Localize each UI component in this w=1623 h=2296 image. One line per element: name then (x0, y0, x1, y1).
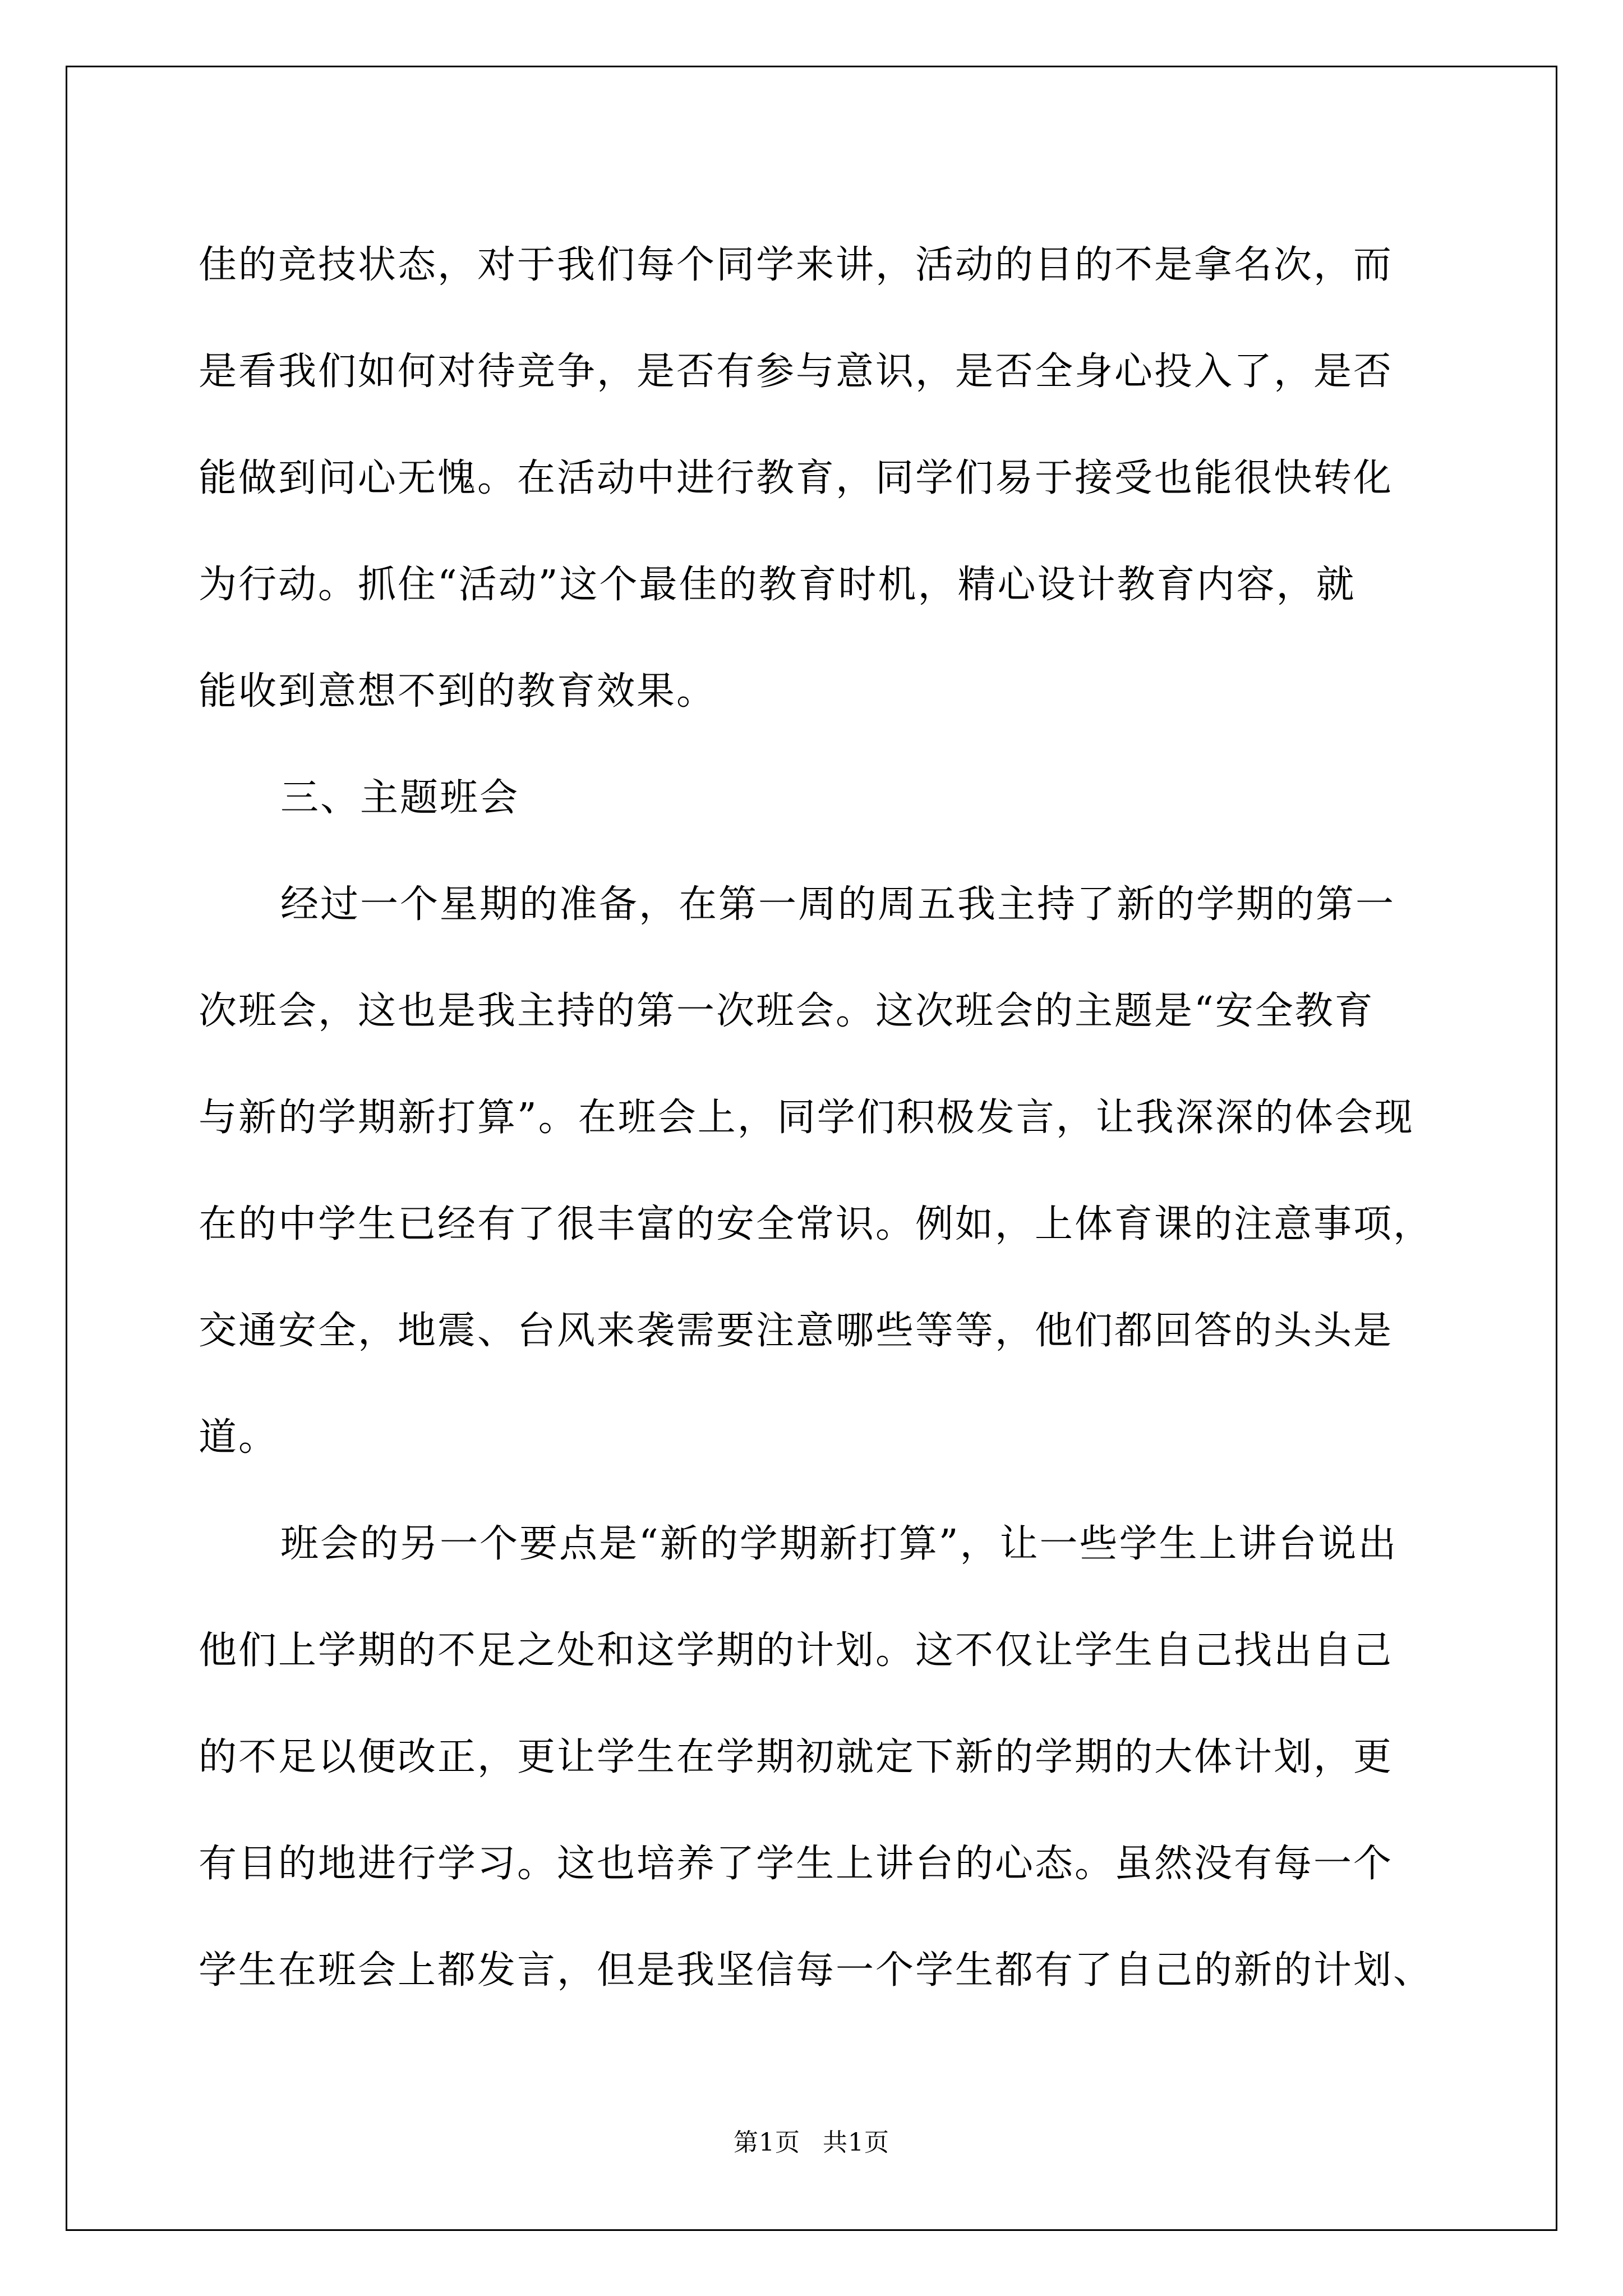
text-line-3: 能做到问心无愧。在活动中进行教育，同学们易于接受也能很快转化 (199, 456, 1394, 500)
text-line-8: 次班会，这也是我主持的第一次班会。这次班会的主题是“安全教育 (199, 989, 1375, 1033)
text-line-4: 为行动。抓住“活动”这个最佳的教育时机，精心设计教育内容，就 (199, 563, 1356, 607)
text-line-14: 他们上学期的不足之处和这学期的计划。这不仅让学生自己找出自己 (199, 1628, 1394, 1673)
text-line-15: 的不足以便改正，更让学生在学期初就定下新的学期的大体计划，更 (199, 1735, 1394, 1779)
text-line-7: 经过一个星期的准备，在第一周的周五我主持了新的学期的第一 (280, 882, 1396, 927)
page-total: 共1页 (823, 2128, 889, 2157)
text-line-11: 交通安全，地震、台风来袭需要注意哪些等等，他们都回答的头头是 (199, 1309, 1394, 1353)
text-line-1: 佳的竞技状态，对于我们每个同学来讲，活动的目的不是拿名次，而 (199, 243, 1394, 287)
page-footer (0, 2126, 1623, 2160)
text-line-9: 与新的学期新打算”。在班会上，同学们积极发言，让我深深的体会现 (199, 1096, 1414, 1140)
text-line-13: 班会的另一个要点是“新的学期新打算”，让一些学生上讲台说出 (280, 1522, 1398, 1566)
section-heading: 三、主题班会 (280, 776, 520, 820)
text-line-5: 能收到意想不到的教育效果。 (199, 669, 717, 714)
text-line-2: 是看我们如何对待竞争，是否有参与意识，是否全身心投入了，是否 (199, 349, 1394, 394)
document-body (199, 212, 1433, 2024)
text-line-10: 在的中学生已经有了很丰富的安全常识。例如，上体育课的注意事项， (199, 1202, 1433, 1246)
page-number: 第1页 (734, 2128, 800, 2157)
text-line-17: 学生在班会上都发言，但是我坚信每一个学生都有了自己的新的计划、 (199, 1948, 1433, 1993)
text-line-16: 有目的地进行学习。这也培养了学生上讲台的心态。虽然没有每一个 (199, 1842, 1394, 1886)
text-line-12: 道。 (199, 1415, 279, 1460)
